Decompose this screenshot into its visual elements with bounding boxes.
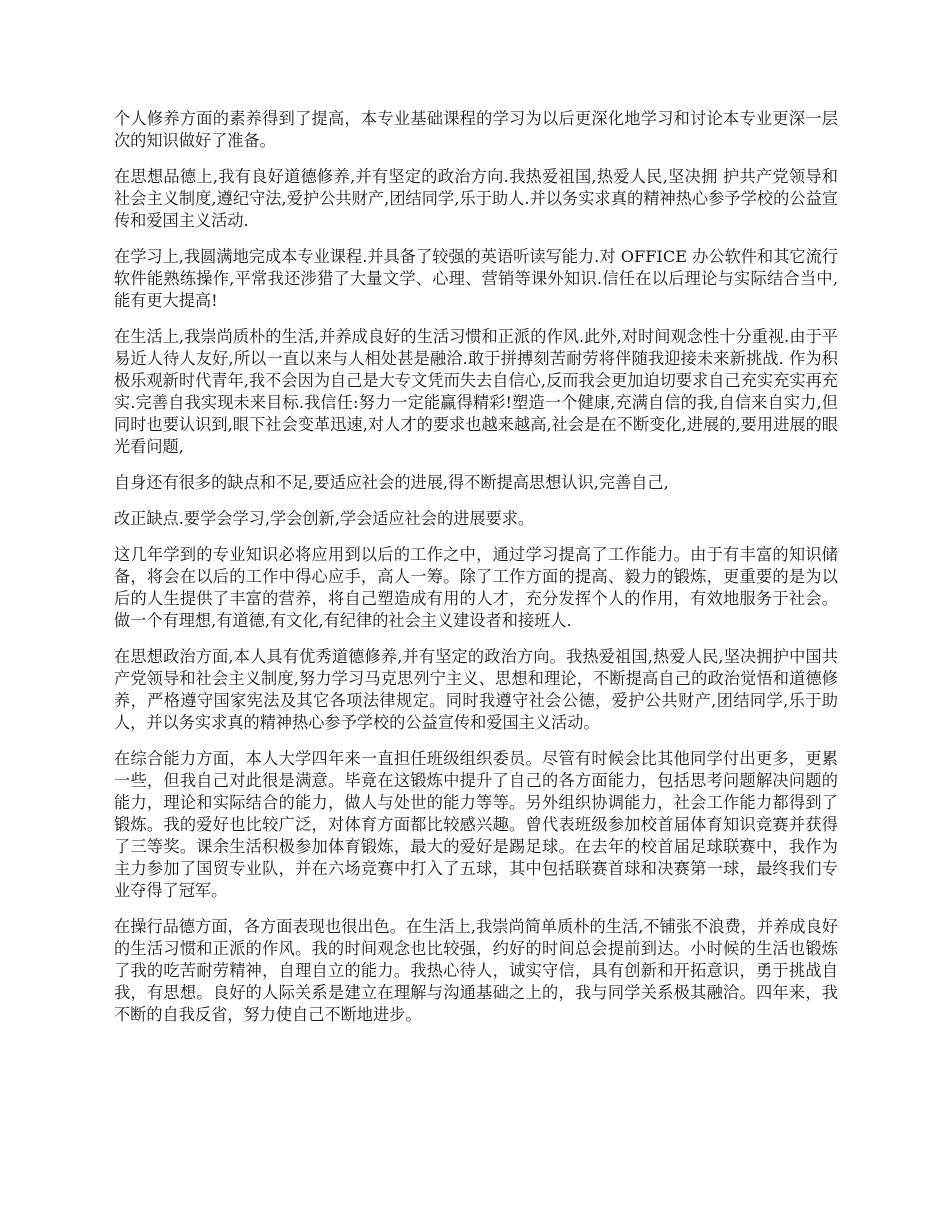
paragraph-9: 在综合能力方面，本人大学四年来一直担任班级组织委员。尽管有时候会比其他同学付出更多，更累一些，但我自己对此很是满意。毕竟在这锻炼中提升了自己的各方面能力，包括思考问题解决问题的能力，理论和实际结合的能力，做人与处世的能力等等。另外组织协调能力，社会工作能力都得到了锻炼。我的爱好也比较广泛，对体育方面都比较感兴趣。曾代表班级参加校首届体育知识竞赛并获得了三等奖。课余生活积极参加体育锻炼，最大的爱好是踢足球。在去年的校首届足球联赛中，我作为主力参加了国贸专业队，并在六场竞赛中打入了五球，其中包括联赛首球和决赛第一球，最终我们专业夺得了冠军。 [114,749,838,900]
paragraph-8: 在思想政治方面,本人具有优秀道德修养,并有坚定的政治方向。我热爱祖国,热爱人民,坚决拥护中国共产党领导和社会主义制度,努力学习马克思列宁主义、思想和理论，不断提高自己的政治觉悟和道德修养，严格遵守国家宪法及其它各项法律规定。同时我遵守社会公德，爱护公共财产,团结同学,乐于助人，并以务实求真的精神热心参予学校的公益宣传和爱国主义活动。 [114,647,838,732]
paragraph-4: 在生活上,我崇尚质朴的生活,并养成良好的生活习惯和正派的作风.此外,对时间观念性十分重视.由于平易近人待人友好,所以一直以来与人相处甚是融洽.敢于拼搏刻苦耐劳将伴随我迎接未来新挑战. 作为积极乐观新时代青年,我不会因为自己是大专文凭而失去自信心,反而我会更加迫切要求自己充实充实再充实.完善自我实现未来目标.我信任:努力一定能赢得精彩!塑造一个健康,充满自信的我,自信来自实力,但同时也要认识到,眼下社会变革迅速,对人才的要求也越来越高,社会是在不断变化,进展的,要用进展的眼光看问题, [114,327,838,456]
paragraph-10: 在操行品德方面，各方面表现也很出色。在生活上,我崇尚简单质朴的生活,不铺张不浪费，并养成良好的生活习惯和正派的作风。我的时间观念也比较强，约好的时间总会提前到达。小时候的生活也锻炼了我的吃苦耐劳精神，自理自立的能力。我热心待人，诚实守信，具有创新和开拓意识，勇于挑战自我，有思想。良好的人际关系是建立在理解与沟通基础之上的，我与同学关系极其融洽。四年来，我不断的自我反省，努力使自己不断地进步。 [114,917,838,1024]
paragraph-6: 改正缺点.要学会学习,学会创新,学会适应社会的进展要求。 [114,509,535,528]
paragraph-2: 在思想品德上,我有良好道德修养,并有坚定的政治方向.我热爱祖国,热爱人民,坚决拥 护共产党领导和社会主义制度,遵纪守法,爱护公共财产,团结同学,乐于助人.并以务实求真的精神热心参予学校的公益宣传和爱国主义活动. [114,167,838,230]
paragraph-7: 这几年学到的专业知识必将应用到以后的工作之中，通过学习提高了工作能力。由于有丰富的知识储备，将会在以后的工作中得心应手，高人一筹。除了工作方面的提高、毅力的锻炼，更重要的是为以后的人生提供了丰富的营养，将自己塑造成有用的人才，充分发挥个人的作用，有效地服务于社会。做一个有理想,有道德,有文化,有纪律的社会主义建设者和接班人. [114,545,838,630]
paragraph-1: 个人修养方面的素养得到了提高，本专业基础课程的学习为以后更深化地学习和讨论本专业更深一层次的知识做好了准备。 [114,109,838,150]
paragraph-5: 自身还有很多的缺点和不足,要适应社会的进展,得不断提高思想认识,完善自己, [114,473,669,492]
paragraph-3: 在学习上,我圆满地完成本专业课程.并具备了较强的英语听读写能力.对 OFFICE 办公软件和其它流行软件能熟练操作,平常我还涉猎了大量文学、心理、营销等课外知识.信任在以后理论与实际结合当中,能有更大提高! [114,247,838,310]
document-page [114,108,838,1040]
